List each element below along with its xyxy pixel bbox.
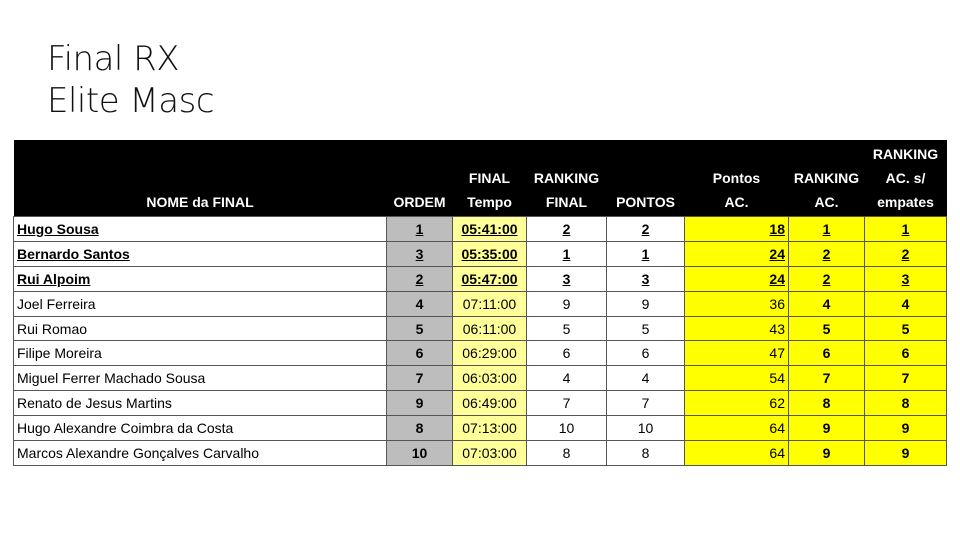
- cell-ordem: 2: [387, 266, 453, 291]
- cell-tempo: 06:11:00: [453, 316, 527, 341]
- col-header-ranking-ac: RANKING AC.: [789, 140, 865, 217]
- cell-ranking-empates: 9: [865, 441, 947, 466]
- table-row: [14, 316, 947, 341]
- col-header-ranking-final: RANKING FINAL: [527, 140, 607, 217]
- cell-ordem: 4: [387, 291, 453, 316]
- cell-pontos: 2: [607, 217, 685, 242]
- cell-ordem: 5: [387, 316, 453, 341]
- cell-ordem: 6: [387, 341, 453, 366]
- cell-ranking-final: 2: [527, 217, 607, 242]
- cell-name: Rui Alpoim: [14, 266, 387, 291]
- cell-tempo: 07:13:00: [453, 416, 527, 441]
- cell-pontos-ac: 43: [685, 316, 789, 341]
- col-header-tempo: FINAL Tempo: [453, 140, 527, 217]
- page-title: [47, 38, 214, 122]
- title-line-2: Elite Masc: [47, 81, 215, 121]
- cell-pontos-ac: 24: [685, 241, 789, 266]
- cell-ranking-final: 5: [527, 316, 607, 341]
- cell-ranking-empates: 5: [865, 316, 947, 341]
- col-header-name: NOME da FINAL: [14, 140, 387, 217]
- cell-pontos-ac: 36: [685, 291, 789, 316]
- cell-ranking-ac: 2: [789, 266, 865, 291]
- cell-pontos: 5: [607, 316, 685, 341]
- cell-pontos: 6: [607, 341, 685, 366]
- header-row: [14, 140, 947, 217]
- cell-name: Hugo Alexandre Coimbra da Costa: [14, 416, 387, 441]
- cell-ranking-ac: 1: [789, 217, 865, 242]
- cell-ranking-ac: 2: [789, 241, 865, 266]
- cell-ranking-final: 3: [527, 266, 607, 291]
- cell-name: Joel Ferreira: [14, 291, 387, 316]
- cell-ranking-final: 10: [527, 416, 607, 441]
- cell-pontos-ac: 54: [685, 366, 789, 391]
- cell-pontos: 3: [607, 266, 685, 291]
- table-row: [14, 266, 947, 291]
- cell-ranking-ac: 9: [789, 441, 865, 466]
- cell-pontos-ac: 18: [685, 217, 789, 242]
- cell-pontos: 4: [607, 366, 685, 391]
- cell-ordem: 9: [387, 391, 453, 416]
- cell-tempo: 06:03:00: [453, 366, 527, 391]
- cell-name: Marcos Alexandre Gonçalves Carvalho: [14, 441, 387, 466]
- cell-ranking-final: 1: [527, 241, 607, 266]
- cell-pontos-ac: 64: [685, 441, 789, 466]
- cell-ranking-final: 6: [527, 341, 607, 366]
- cell-ranking-final: 7: [527, 391, 607, 416]
- cell-name: Filipe Moreira: [14, 341, 387, 366]
- col-header-pontos-ac: Pontos AC.: [685, 140, 789, 217]
- cell-ranking-ac: 4: [789, 291, 865, 316]
- cell-tempo: 07:11:00: [453, 291, 527, 316]
- cell-name: Renato de Jesus Martins: [14, 391, 387, 416]
- cell-ranking-empates: 2: [865, 241, 947, 266]
- results-table: [13, 140, 947, 466]
- cell-name: Rui Romao: [14, 316, 387, 341]
- cell-ranking-ac: 7: [789, 366, 865, 391]
- cell-ranking-final: 8: [527, 441, 607, 466]
- table-row: [14, 391, 947, 416]
- table-row: [14, 416, 947, 441]
- cell-pontos-ac: 62: [685, 391, 789, 416]
- table-row: [14, 217, 947, 242]
- cell-tempo: 07:03:00: [453, 441, 527, 466]
- cell-ranking-empates: 3: [865, 266, 947, 291]
- table-row: [14, 241, 947, 266]
- cell-pontos: 7: [607, 391, 685, 416]
- cell-ranking-ac: 8: [789, 391, 865, 416]
- cell-tempo: 06:49:00: [453, 391, 527, 416]
- cell-tempo: 05:35:00: [453, 241, 527, 266]
- cell-ranking-empates: 1: [865, 217, 947, 242]
- cell-ranking-empates: 8: [865, 391, 947, 416]
- table-row: [14, 441, 947, 466]
- cell-pontos: 10: [607, 416, 685, 441]
- cell-name: Bernardo Santos: [14, 241, 387, 266]
- table-row: [14, 366, 947, 391]
- cell-ranking-ac: 6: [789, 341, 865, 366]
- cell-name: Miguel Ferrer Machado Sousa: [14, 366, 387, 391]
- cell-pontos-ac: 47: [685, 341, 789, 366]
- table-row: [14, 291, 947, 316]
- cell-ordem: 1: [387, 217, 453, 242]
- cell-ranking-ac: 9: [789, 416, 865, 441]
- cell-ordem: 7: [387, 366, 453, 391]
- cell-ranking-empates: 6: [865, 341, 947, 366]
- cell-ranking-ac: 5: [789, 316, 865, 341]
- cell-ranking-empates: 4: [865, 291, 947, 316]
- cell-pontos: 9: [607, 291, 685, 316]
- col-header-pontos: PONTOS: [607, 140, 685, 217]
- col-header-ranking-empates: RANKING AC. s/ empates: [865, 140, 947, 217]
- cell-ordem: 3: [387, 241, 453, 266]
- cell-ranking-empates: 7: [865, 366, 947, 391]
- col-header-ordem: ORDEM: [387, 140, 453, 217]
- title-line-1: Final RX: [47, 39, 180, 79]
- cell-ordem: 10: [387, 441, 453, 466]
- cell-tempo: 06:29:00: [453, 341, 527, 366]
- cell-tempo: 05:47:00: [453, 266, 527, 291]
- cell-tempo: 05:41:00: [453, 217, 527, 242]
- cell-ranking-final: 9: [527, 291, 607, 316]
- cell-pontos-ac: 64: [685, 416, 789, 441]
- cell-pontos: 8: [607, 441, 685, 466]
- cell-ordem: 8: [387, 416, 453, 441]
- cell-ranking-empates: 9: [865, 416, 947, 441]
- table-row: [14, 341, 947, 366]
- cell-ranking-final: 4: [527, 366, 607, 391]
- cell-name: Hugo Sousa: [14, 217, 387, 242]
- cell-pontos-ac: 24: [685, 266, 789, 291]
- cell-pontos: 1: [607, 241, 685, 266]
